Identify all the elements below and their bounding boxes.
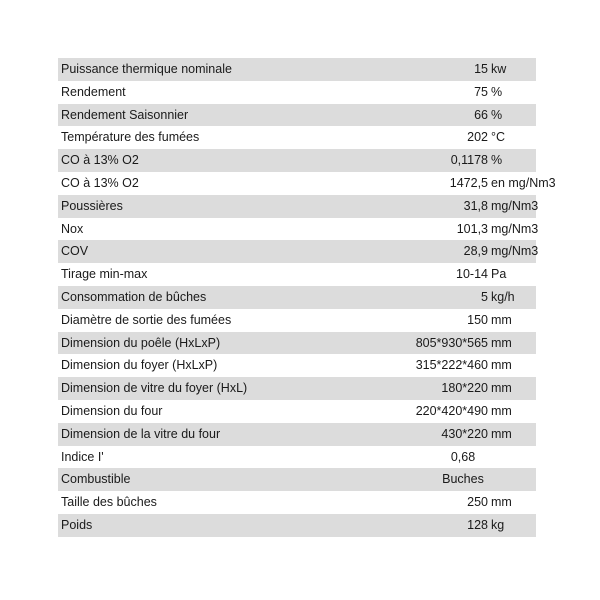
spec-label: Tirage min-max — [61, 267, 148, 282]
spec-unit: mg/Nm3 — [491, 221, 539, 236]
spec-label: Poids — [61, 517, 93, 532]
spec-value: 150 — [467, 312, 488, 327]
table-row — [58, 286, 536, 309]
spec-unit: Pa — [491, 267, 507, 282]
spec-label: COV — [61, 244, 89, 259]
table-row — [58, 354, 536, 377]
spec-unit: mm — [491, 312, 512, 327]
spec-value: 1472,5 — [449, 175, 488, 190]
spec-unit: kw — [491, 62, 507, 76]
spec-label: Taille des bûches — [61, 495, 157, 510]
spec-label: Combustible — [61, 472, 131, 487]
table-row — [58, 240, 539, 263]
table-row — [58, 423, 536, 446]
table-row — [58, 400, 536, 423]
spec-value: 15 — [474, 62, 488, 76]
spec-value: 28,9 — [463, 244, 488, 259]
spec-unit: % — [491, 84, 503, 99]
spec-value: 805*930*565 — [415, 335, 488, 350]
spec-value: 5 — [481, 289, 488, 304]
spec-value: 220*420*490 — [415, 403, 488, 418]
spec-label: Rendement — [61, 84, 126, 99]
table-row — [58, 491, 536, 514]
spec-label: Indice I' — [61, 449, 104, 464]
spec-value: 250 — [467, 495, 488, 510]
spec-unit: mm — [491, 358, 512, 373]
table-row — [58, 195, 539, 218]
table-row — [58, 149, 536, 172]
spec-value: 75 — [474, 84, 488, 99]
spec-label: Dimension de la vitre du four — [61, 426, 221, 441]
spec-value: 0,1178 — [450, 153, 488, 168]
table-row — [58, 309, 536, 332]
specifications-table — [58, 58, 556, 537]
spec-label: Dimension du foyer (HxLxP) — [61, 358, 218, 373]
spec-label: Dimension de vitre du foyer (HxL) — [61, 381, 248, 396]
spec-unit: mm — [491, 403, 512, 418]
spec-value: 430*220 — [441, 426, 488, 441]
spec-unit: kg/h — [491, 289, 515, 304]
spec-value: 0,68 — [450, 449, 476, 464]
spec-value: 101,3 — [456, 221, 488, 236]
table-row — [58, 377, 536, 400]
spec-value: 202 — [467, 130, 488, 145]
spec-value: 128 — [467, 517, 488, 532]
spec-label: Poussières — [61, 198, 123, 213]
spec-value: 315*222*460 — [415, 358, 488, 373]
spec-unit: % — [491, 107, 503, 122]
spec-unit: % — [491, 153, 503, 168]
table-row — [58, 514, 536, 537]
table-row — [58, 104, 536, 127]
spec-value: 10-14 — [456, 267, 488, 282]
table-row — [58, 468, 536, 491]
table-row — [58, 263, 536, 286]
table-row — [58, 81, 536, 104]
spec-unit: mm — [491, 495, 512, 510]
spec-value: 31,8 — [463, 198, 488, 213]
spec-unit: mm — [491, 381, 512, 396]
spec-value: 66 — [474, 107, 488, 122]
spec-unit: en mg/Nm3 — [491, 175, 556, 190]
table-row — [58, 172, 556, 195]
spec-unit: mm — [491, 426, 512, 441]
spec-label: Consommation de bûches — [61, 289, 207, 304]
spec-label: Puissance thermique nominale — [61, 62, 232, 76]
table-row — [58, 332, 536, 355]
spec-unit: mm — [491, 335, 512, 350]
table-row — [58, 126, 536, 149]
spec-label: CO à 13% O2 — [61, 175, 139, 190]
spec-value: 180*220 — [441, 381, 488, 396]
spec-value: Buches — [442, 472, 484, 487]
spec-label: CO à 13% O2 — [61, 153, 139, 168]
spec-label: Rendement Saisonnier — [61, 107, 189, 122]
spec-label: Dimension du poêle (HxLxP) — [61, 335, 221, 350]
spec-unit: mg/Nm3 — [491, 198, 539, 213]
table-row — [58, 58, 536, 81]
spec-label: Température des fumées — [61, 130, 200, 145]
table-row — [58, 446, 536, 469]
spec-label: Dimension du four — [61, 403, 163, 418]
spec-unit: kg — [491, 517, 505, 532]
spec-label: Diamètre de sortie des fumées — [61, 312, 232, 327]
table-row — [58, 218, 539, 241]
spec-unit: °C — [491, 130, 506, 145]
spec-unit: mg/Nm3 — [491, 244, 539, 259]
spec-label: Nox — [61, 221, 84, 236]
